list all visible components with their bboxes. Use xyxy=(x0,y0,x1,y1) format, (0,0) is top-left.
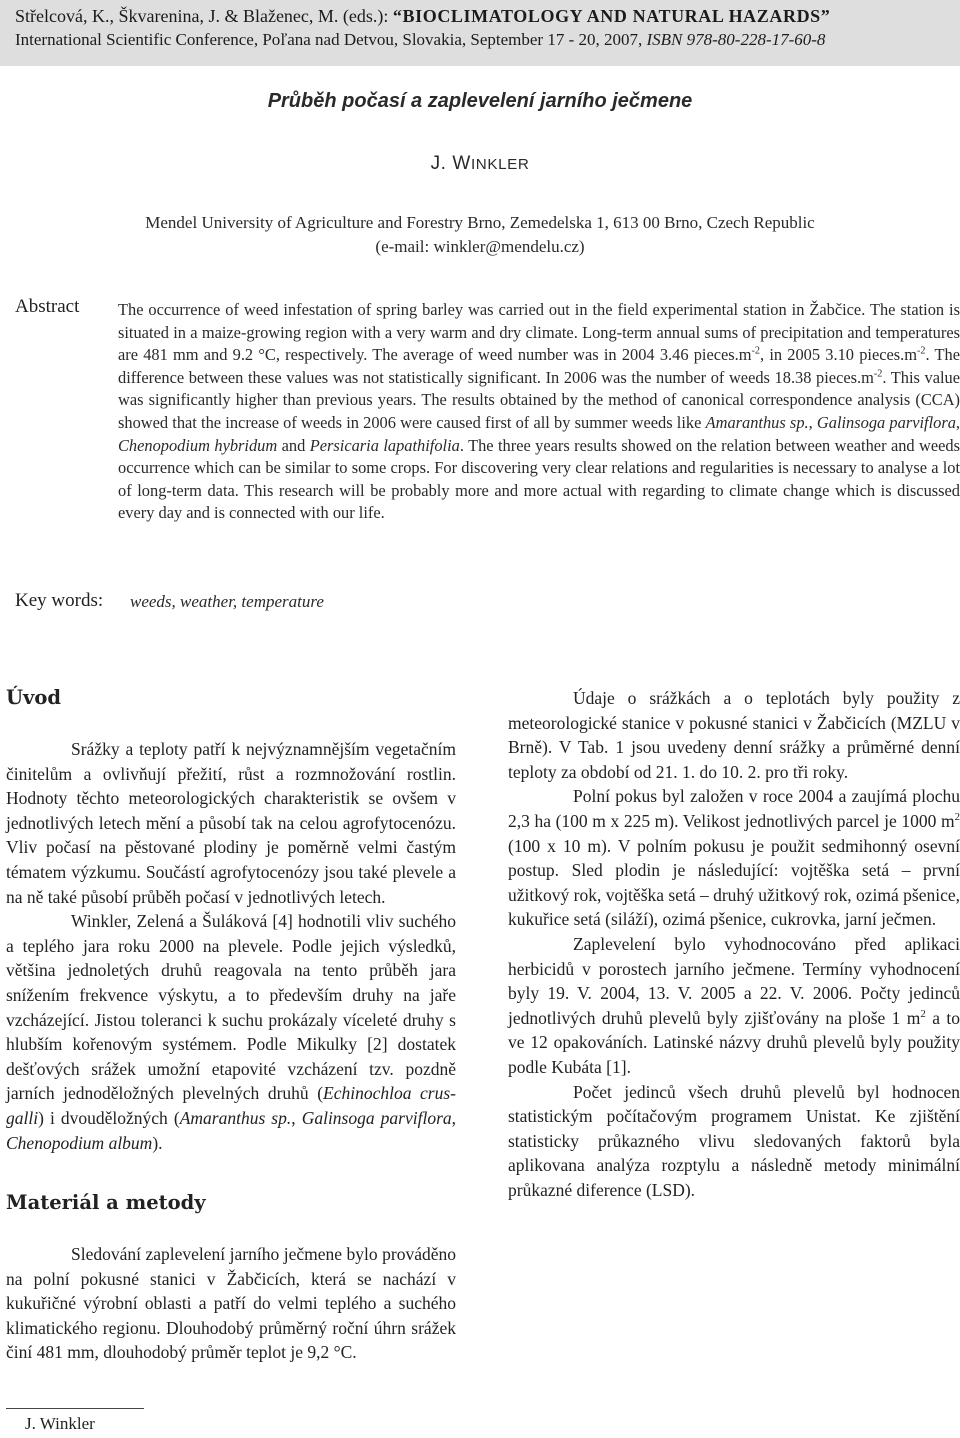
methods-paragraph: Sledování zaplevelení jarního ječmene bylo prováděno na polní pokusné stanici v Žabčicích, která se nachází v kukuřičné výrobní oblasti a patří do velmi teplého a suchého klimatického regionu. Dlouhodobý průměrný roční úhrn srážek činí 481 mm, dlouhodobý průměr teplot je 9,2 °C. xyxy=(6,1244,456,1363)
header-isbn: ISBN 978-80-228-17-60-8 xyxy=(646,30,826,49)
paper-title: Průběh počasí a zaplevelení jarního ječmene xyxy=(267,90,693,112)
abstract-text: The occurrence of weed infestation of spring barley was carried out in the field experimental station in Žabčice. The station is situated in a maize-growing region with a very warm and dry climate. Long-term annual sums of precipitation and temperatures are 481 mm and 9.2 °C, respectively. The average of weed number was in 2004 3.46 $pieces.m^{-2}$, in 2005 3.10 $pieces.m^{-2}$. The difference between these values was not statistically significant. In 2006 was the number of weeds 18.38 $pieces.m^{-2}$. This value was significantly higher than previous years. The results obtained by the method of canonical correspondence analysis (CCA) showed that the increase of weeds in 2006 were caused first of all by summer weeds like Amaranthus sp., Galinsoga parviflora, Chenopodium hybridum and Persicaria lapathifolia. The three years results showed on the relation between weather and weeds occurrence which can be similar to some crops. For discovering very clear relations and regularities is necessary to analyse a lot of long-term data. This research will be probably more and more actual with regarding to climate change which is discussed every day and is connected with our life. xyxy=(118,300,960,523)
author-affiliation: Mendel University of Agriculture and Forestry Brno, Zemedelska 1, 613 00 Brno, Czech Republic xyxy=(145,213,815,232)
methods-paragraph: Zaplevelení bylo vyhodnocováno před aplikaci herbicidů v porostech jarního ječmene. Termíny vyhodnocení byly 19. V. 2004, 13. V. 2005 a 22. V. 2006. Počty jedinců jednotlivých druhů plevelů byly zjišťovány na ploše 1 $m^2$ a to ve 12 opakováních. Latinské názvy druhů plevelů byly použity podle Kubáta [1]. xyxy=(508,933,960,1077)
left-column xyxy=(6,686,456,1365)
section-heading-methods: Materiál a metody xyxy=(6,1191,206,1215)
intro-paragraph: Srážky a teploty patří k nejvýznamnějším vegetačním činitelům a ovlivňují přežití, růst a rozmnožování rostlin. Hodnoty těchto meteorologických charakteristik se ovšem v jednotlivých letech mění a působí tak na celou agrofytocenózu. Vliv počasí na pěstované plodiny je poměrně velmi častým tématem výzkumu. Součástí agrofytocenózy jsou také plevele a na ně také působí průběh počasí v jednotlivých letech. xyxy=(6,739,456,907)
footer-author: J. Winkler xyxy=(25,1414,95,1433)
methods-paragraph: Počet jedinců všech druhů plevelů byl hodnocen statistickým počítačovým programem Unistat. Ke zjištění statisticky průkazného vlivu sledovaných faktorů byla aplikovana analýza rozptylu a následně metody minimální průkazné diference (LSD). xyxy=(508,1081,960,1200)
methods-paragraph: Polní pokus byl založen v roce 2004 a zaujímá plochu 2,3 ha (100 m x 225 m). Velikost jednotlivých parcel je 1000 $m^2$ (100 x 10 m). V polním pokusu je použit sedmihonný osevní postup. Sled plodin je následující: vojtěška setá – první užitkový rok, vojtěška setá – druhý užitkový rok, ozimá pšenice, kukuřice setá (siláží), ozimá pšenice, cukrovka, jarní ječmen. xyxy=(508,786,960,930)
conference-header xyxy=(0,0,960,66)
right-column xyxy=(508,686,960,1202)
keywords-label: Key words: xyxy=(15,590,104,611)
header-editors-line xyxy=(15,6,830,26)
header-conference-line xyxy=(15,30,825,50)
abstract-label: Abstract xyxy=(15,296,80,317)
footer-rule xyxy=(6,1408,144,1409)
header-conference: International Scientific Conference, Poľana nad Detvou, Slovakia, September 17 - 20, 2007, xyxy=(15,30,647,49)
author-name: J. WINKLER xyxy=(430,153,530,174)
section-heading-intro: Úvod xyxy=(6,686,61,709)
author-email: (e-mail: winkler@mendelu.cz) xyxy=(375,237,585,256)
intro-paragraph: Winkler, Zelená a Šuláková [4] hodnotili vliv suchého a teplého jara roku 2000 na plevele. Podle jejich výsledků, většina jednoletých druhů reagovala na tento průběh jara snížením frekvence výskytu, a to především druhy na jaře vzcházející. Jistou toleranci k suchu prokázaly víceleté druhy s hlubším kořenovým systémem. Podle Mikulky [2] dostatek dešťových srážek umožní etapovité vzcházení tzv. pozdně jarních jednoděložných plevelných druhů (Echinochloa crus-galli) i dvouděložných (Amaranthus sp., Galinsoga parviflora, Chenopodium album). xyxy=(6,911,457,1153)
keywords-value: weeds, weather, temperature xyxy=(130,592,324,611)
header-book-title: “BIOCLIMATOLOGY AND NATURAL HAZARDS” xyxy=(392,6,831,26)
methods-paragraph: Údaje o srážkách a o teplotách byly použity z meteorologické stanice v pokusné stanici v Žabčicích (MZLU v Brně). V Tab. 1 jsou uvedeny denní srážky a průměrné denní teploty za období od 21. 1. do 10. 2. pro tři roky. xyxy=(508,688,960,782)
header-editors: Střelcová, K., Škvarenina, J. & Blaženec, M. (eds.): xyxy=(15,6,393,26)
